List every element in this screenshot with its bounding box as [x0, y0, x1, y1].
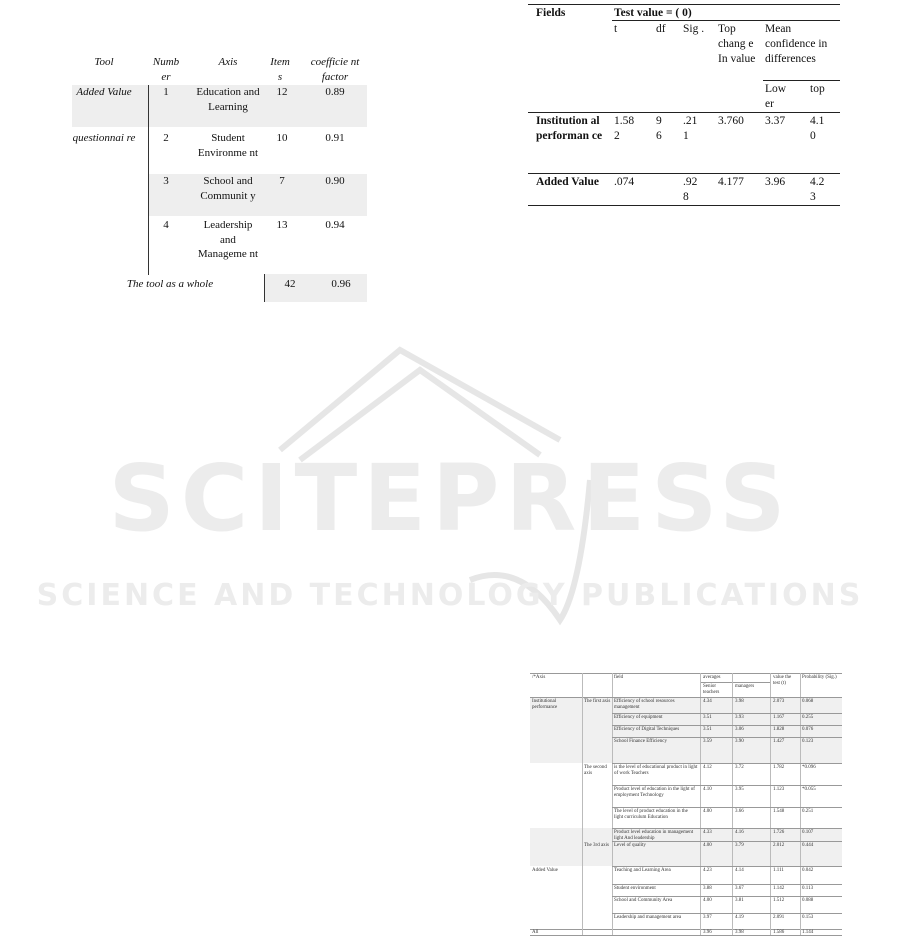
row-upper: 4.2 3 — [810, 176, 825, 203]
table-rule — [612, 828, 842, 829]
row-number: 2 — [163, 132, 169, 144]
row-field: Student environment — [614, 886, 656, 891]
row-sig: 0.123 — [802, 739, 814, 744]
row-managers: 3.93 — [735, 715, 744, 720]
row-all-label: All — [532, 930, 539, 935]
row-all-senior: 3.96 — [703, 930, 712, 935]
table-rule — [612, 725, 842, 726]
row-field: Institution al performan ce — [536, 115, 603, 142]
total-label: The tool as a whole — [126, 278, 214, 290]
row-items: 12 — [276, 86, 288, 98]
row-all-t: 1.586 — [773, 930, 785, 935]
tool-name-added-value: Added Value — [76, 86, 132, 98]
row-coefficient: 0.91 — [325, 132, 345, 144]
table-rule — [612, 807, 842, 808]
row-senior: 3.88 — [703, 886, 712, 891]
tool-name-questionnaire: questionnai re — [72, 132, 136, 144]
row-managers: 3.79 — [735, 843, 744, 848]
row-sig: 0.153 — [802, 915, 814, 920]
row-managers: 3.95 — [735, 787, 744, 792]
row-sig: 0.088 — [802, 898, 814, 903]
row-managers: 3.67 — [735, 886, 744, 891]
axis-second-label: The second axis — [584, 765, 607, 776]
row-field: Efficiency of school resources management — [614, 699, 675, 710]
header-fields: Fields — [536, 7, 566, 19]
row-t: 1.726 — [773, 830, 785, 835]
row-df: 9 6 — [656, 115, 662, 142]
row-t: 1.123 — [773, 787, 785, 792]
row-t: 2.073 — [773, 699, 785, 704]
row-t: 1.512 — [773, 898, 785, 903]
row-managers: 3.98 — [735, 699, 744, 704]
row-field: Product level of education in the light of employment Technology — [614, 787, 695, 798]
row-field: Product level education in management light And leadership — [614, 830, 694, 841]
row-upper: 4.1 0 — [810, 115, 825, 142]
table-rule — [700, 682, 770, 683]
row-number: 4 — [163, 219, 169, 231]
header-mean-confidence: Mean confidence in differences — [765, 23, 828, 65]
row-items: 7 — [279, 175, 285, 187]
group-added-value: Added Value — [532, 868, 558, 873]
scitepress-logo-watermark — [0, 330, 901, 630]
row-sig: 0.444 — [802, 843, 814, 848]
header-items: Item s — [270, 56, 290, 83]
row-t: 1.58 2 — [614, 115, 635, 142]
row-axis: Education and Learning — [196, 86, 260, 113]
row-sig: 0.255 — [802, 715, 814, 720]
row-number: 1 — [163, 86, 169, 98]
row-field: Teaching and Learning Area — [614, 868, 671, 873]
header-top-change: Top chang e In value — [718, 23, 756, 65]
header-tool: Tool — [94, 56, 114, 68]
row-field: School and Community Area — [614, 898, 673, 903]
row-managers: 4.14 — [735, 868, 744, 873]
header-axis: Axis — [218, 56, 238, 68]
row-coefficient: 0.94 — [325, 219, 345, 231]
table-rule — [612, 866, 842, 867]
rule-bottom — [528, 205, 840, 206]
axis-third-label: The 3rd axis — [584, 843, 609, 848]
row-senior: 4.12 — [703, 765, 712, 770]
row-coefficient: 0.89 — [325, 86, 345, 98]
header-lower: Low er — [765, 83, 787, 110]
averages-table — [530, 673, 842, 935]
row-senior: 3.51 — [703, 727, 712, 732]
row-field: Added Value — [536, 176, 599, 188]
table-rule — [612, 913, 842, 914]
header-t-value: value the test (t) — [773, 675, 792, 686]
table-rule — [612, 841, 842, 842]
table-rule — [612, 896, 842, 897]
header-managers: managers — [735, 684, 755, 689]
row-coefficient: 0.90 — [325, 175, 345, 187]
table-rule — [612, 737, 842, 738]
table-rule — [612, 713, 842, 714]
row-sig: 0.068 — [802, 699, 814, 704]
row-number: 3 — [163, 175, 169, 187]
reliability-table — [72, 52, 372, 307]
row-axis: Leadership and Manageme nt — [197, 219, 259, 260]
row-t: 1.828 — [773, 727, 785, 732]
table-rule — [612, 785, 842, 786]
row-t: 2.091 — [773, 915, 785, 920]
header-field: field — [614, 675, 624, 680]
rule-row-divider — [528, 173, 840, 174]
row-field: Efficiency of equipment — [614, 715, 663, 720]
row-managers: 3.06 — [735, 727, 744, 732]
row-senior: 4.10 — [703, 787, 712, 792]
row-field: Leadership and management area — [614, 915, 682, 920]
row-field: The level of product education in the light curriculum Education — [614, 809, 688, 820]
row-sig: *0.096 — [802, 765, 816, 770]
row-items: 13 — [276, 219, 288, 231]
row-senior: 4.00 — [703, 898, 712, 903]
row-top: 4.177 — [718, 176, 744, 188]
header-coefficient: coefficie nt factor — [310, 56, 360, 83]
row-managers: 3.81 — [735, 898, 744, 903]
row-managers: 4.19 — [735, 915, 744, 920]
header-number: Numb er — [152, 56, 180, 83]
row-t: 1.142 — [773, 886, 785, 891]
row-field: is the level of educational product in light of work Teachers — [614, 765, 698, 776]
header-averages: averages — [703, 675, 721, 680]
row-sig: 0.042 — [802, 868, 814, 873]
row-field: Level of quality — [614, 843, 646, 848]
scitepress-watermark — [0, 330, 901, 630]
header-df: df — [656, 23, 666, 35]
row-senior: 3.59 — [703, 739, 712, 744]
table-rule — [612, 884, 842, 885]
row-field: Efficiency of Digital Techniques — [614, 727, 680, 732]
table-rule — [612, 697, 842, 698]
row-senior: 4.34 — [703, 699, 712, 704]
row-sig: *0.055 — [802, 787, 816, 792]
row-sig: 0.251 — [802, 809, 814, 814]
watermark-sub-text: SCIENCE AND TECHNOLOGY PUBLICATIONS — [36, 578, 864, 613]
row-lower: 3.96 — [765, 176, 786, 188]
header-upper: top — [810, 83, 825, 95]
watermark-main-text: SCITEPRESS — [108, 445, 792, 552]
row-senior: 4.23 — [703, 868, 712, 873]
row-t: 2.012 — [773, 843, 785, 848]
column-divider — [148, 85, 149, 275]
row-all-managers: 3.98 — [735, 930, 744, 935]
header-probability: Probability (Sig.) — [802, 675, 837, 680]
row-senior: 4.33 — [703, 830, 712, 835]
row-items: 10 — [276, 132, 288, 144]
row-t: 1.548 — [773, 809, 785, 814]
row-t: 1.782 — [773, 765, 785, 770]
rule-top — [528, 4, 840, 5]
row-sig: .21 1 — [683, 115, 698, 142]
header-senior-teachers: Senior teachers — [703, 684, 720, 695]
total-coefficient: 0.96 — [331, 278, 351, 290]
header-axis: /*Axis — [532, 675, 546, 680]
group-institutional-performance: Institutional performance — [532, 699, 558, 710]
row-senior: 4.00 — [703, 809, 712, 814]
row-sig: 0.107 — [802, 830, 814, 835]
row-managers: 4.16 — [735, 830, 744, 835]
table-rule — [530, 673, 842, 674]
header-sig: Sig . — [683, 23, 705, 35]
row-senior: 3.51 — [703, 715, 712, 720]
row-senior: 3.97 — [703, 915, 712, 920]
total-divider — [264, 274, 265, 302]
row-managers: 3.66 — [735, 809, 744, 814]
axis-first-label: The first axis — [584, 699, 611, 704]
header-t: t — [614, 23, 618, 35]
row-all-sig: 1.144 — [802, 930, 814, 935]
t-test-table — [528, 0, 840, 210]
row-axis: Student Environme nt — [197, 132, 259, 159]
row-top: 3.760 — [718, 115, 744, 127]
row-t: 1.427 — [773, 739, 785, 744]
row-lower: 3.37 — [765, 115, 786, 127]
row-t: 1.111 — [773, 868, 784, 873]
row-managers: 3.90 — [735, 739, 744, 744]
rule-header-bottom — [528, 112, 840, 113]
rule-confidence — [763, 80, 840, 81]
table-rule — [612, 763, 842, 764]
row-t: 1.167 — [773, 715, 785, 720]
row-t: .074 — [614, 176, 635, 188]
table-column-rule — [582, 673, 583, 935]
header-test-value: Test value = ( 0) — [614, 7, 692, 19]
row-axis: School and Communit y — [200, 175, 256, 202]
row-senior: 4.00 — [703, 843, 712, 848]
row-field: School Finance Efficiency — [614, 739, 667, 744]
total-items: 42 — [284, 278, 296, 290]
row-managers: 3.72 — [735, 765, 744, 770]
row-sig: 0.076 — [802, 727, 814, 732]
row-sig: 0.113 — [802, 886, 814, 891]
row-sig: .92 8 — [683, 176, 698, 203]
